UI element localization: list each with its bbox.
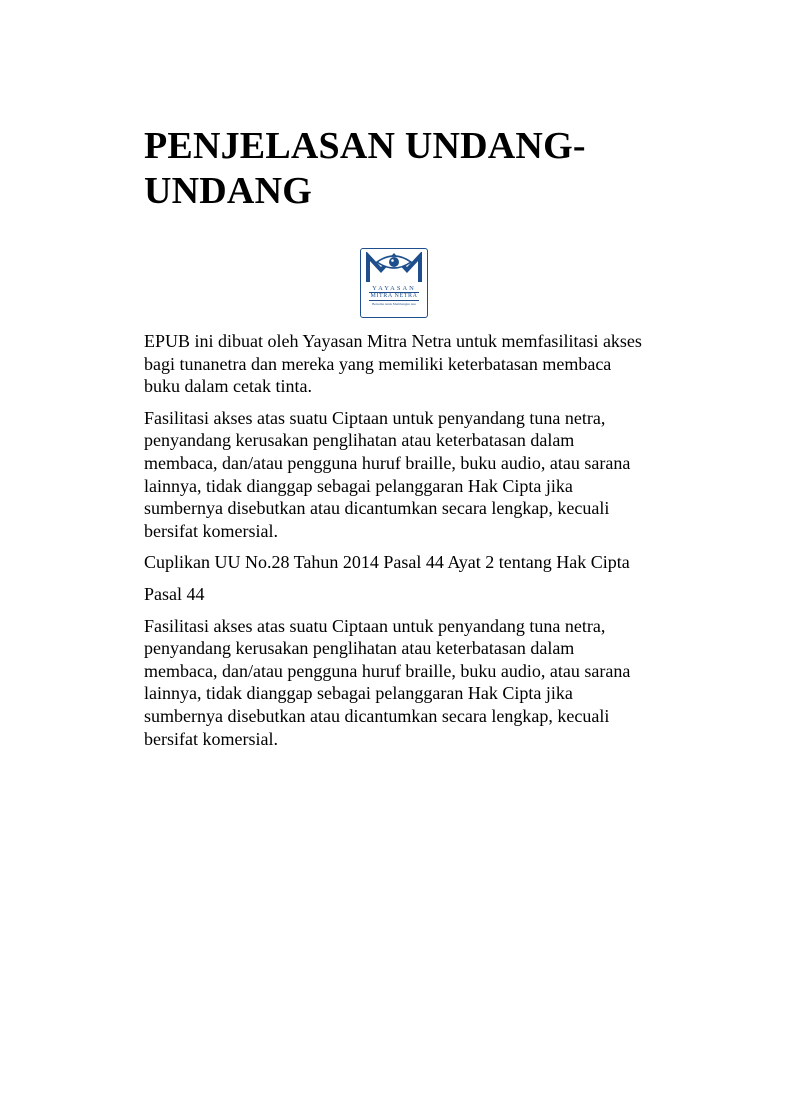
paragraph-intro: EPUB ini dibuat oleh Yayasan Mitra Netra untuk memfasilitasi akses bagi tunanetra dan mereka yang memiliki keterbatasan membaca buku dalam cetak tinta.	[144, 331, 642, 397]
mitra-netra-logo	[360, 248, 428, 318]
paragraph-facilitation: Fasilitasi akses atas suatu Ciptaan untuk penyandang tuna netra, penyandang kerusakan penglihatan atau keterbatasan dalam membaca, dan/atau pengguna huruf braille, buku audio, atau sarana lainnya, tidak dianggap sebagai pelanggaran Hak Cipta jika sumbernya disebutkan atau dicantumkan secara lengkap, kecuali bersifat komersial.	[144, 407, 631, 541]
logo-text-mitra-netra: MITRA NETRA	[370, 293, 418, 299]
paragraph-excerpt-source: Cuplikan UU No.28 Tahun 2014 Pasal 44 Ayat 2 tentang Hak Cipta	[144, 552, 630, 573]
paragraph-article-heading: Pasal 44	[144, 583, 205, 604]
page-title: PENJELASAN UNDANG-UNDANG	[144, 125, 586, 212]
eye-mn-logo-icon	[365, 252, 423, 284]
document-page	[144, 124, 644, 759]
paragraph-article-text: Fasilitasi akses atas suatu Ciptaan untuk penyandang tuna netra, penyandang kerusakan penglihatan atau keterbatasan dalam membaca, dan/atau pengguna huruf braille, buku audio, atau sarana lainnya, tidak dianggap sebagai pelanggaran Hak Cipta jika sumbernya disebutkan atau dicantumkan secara lengkap, kecuali bersifat komersial.	[144, 615, 631, 749]
logo-tagline: Bersama Anda Membangun Asa	[372, 302, 416, 306]
logo-container	[144, 248, 644, 318]
logo-text-yayasan: YAYASAN	[372, 285, 416, 292]
